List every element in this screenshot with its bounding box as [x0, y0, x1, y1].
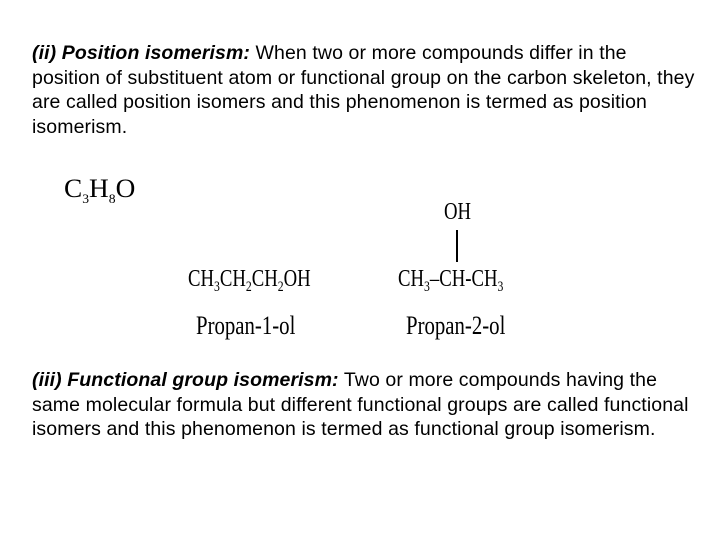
hydroxyl-group-label: OH [444, 199, 472, 225]
propan-1-ol-name: Propan-1-ol [196, 311, 296, 340]
propan-2-ol-name: Propan-2-ol [406, 311, 506, 340]
position-isomerism-paragraph [32, 41, 700, 139]
propan-2-ol-structure: $CH_3-CH-CH_3$ [398, 266, 504, 295]
functional-isomerism-paragraph [32, 368, 700, 442]
functional-isomerism-heading: (iii) Functional group isomerism: [32, 369, 339, 391]
propan-1-ol-structure: $CH_3CH_2CH_2OH$ [188, 266, 311, 295]
functional-isomerism-text: Two or more compounds having the same molecular formula but different functional groups are called functional isomers and this phenomenon is termed as functional group isomerism. [32, 369, 689, 440]
oh-bond-line [456, 230, 458, 262]
molecular-formula: $C_3H_8O$ [64, 174, 136, 206]
position-isomerism-heading: (ii) Position isomerism: [32, 42, 251, 64]
position-isomerism-text: When two or more compounds differ in the position of substituent atom or functional group on the carbon skeleton, they are called position isomers and this phenomenon is termed as position isomerism. [32, 42, 695, 138]
